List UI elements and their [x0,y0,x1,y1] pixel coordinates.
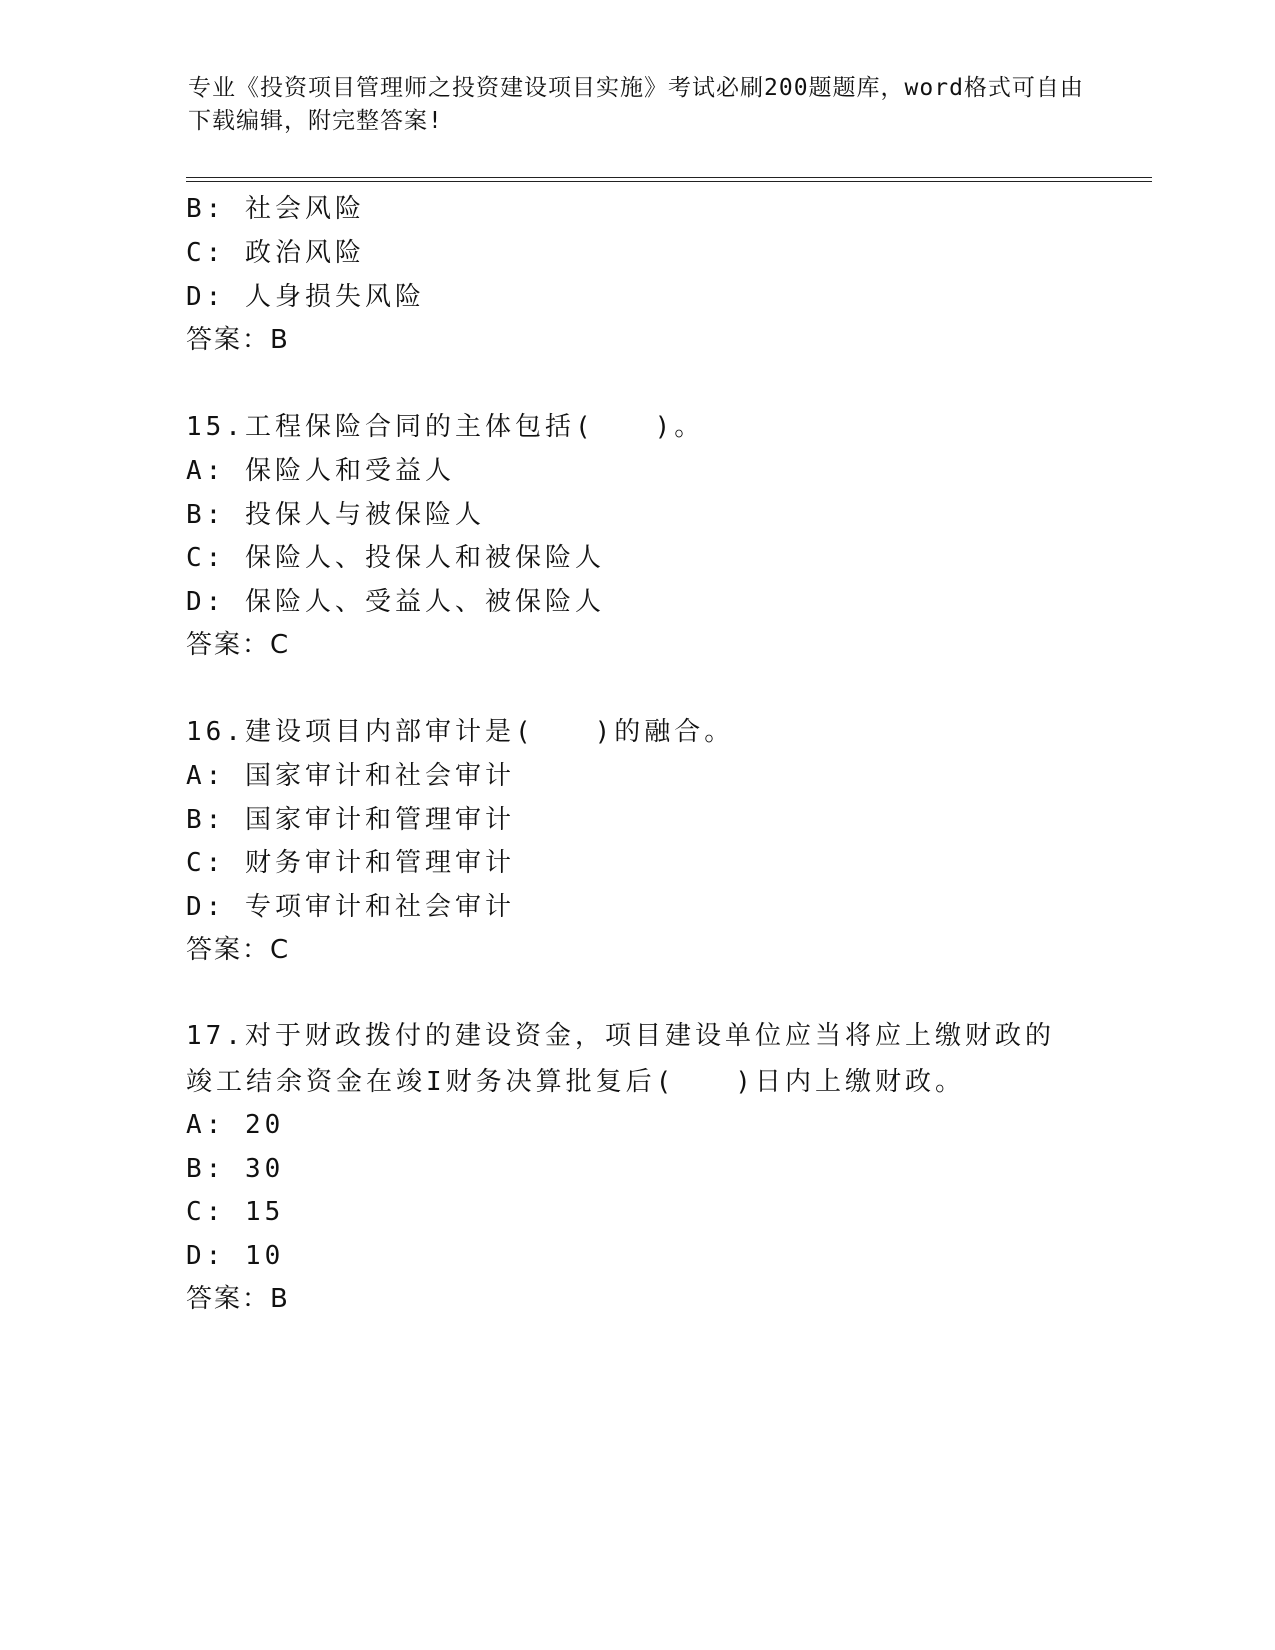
q17-option-b: B: 30 [186,1154,285,1184]
q16-option-a: A: 国家审计和社会审计 [186,761,515,791]
q14-option-c: C: 政治风险 [186,238,365,268]
q16-option-d: D: 专项审计和社会审计 [186,892,515,922]
q15-option-a: A: 保险人和受益人 [186,456,455,486]
q15-stem: 15.工程保险合同的主体包括( )。 [186,412,705,442]
q17-option-d: D: 10 [186,1241,285,1271]
q16-option-c: C: 财务审计和管理审计 [186,848,515,878]
q14-option-b: B: 社会风险 [186,194,365,224]
q15-option-d: D: 保险人、受益人、被保险人 [186,587,605,617]
header-divider [186,177,1152,182]
q15-answer: 答案：C [186,630,291,660]
q17-option-a: A: 20 [186,1110,285,1140]
q17-stem: 17.对于财政拨付的建设资金，项目建设单位应当将应上缴财政的竣工结余资金在竣I财务决算批复后( )日内上缴财政。 [186,1021,1055,1097]
document-header: 专业《投资项目管理师之投资建设项目实施》考试必刷200题题库，word格式可自由下载编辑，附完整答案! [188,75,1084,134]
q16-stem: 16.建设项目内部审计是( )的融合。 [186,717,735,747]
q15-option-b: B: 投保人与被保险人 [186,500,485,530]
q16-option-b: B: 国家审计和管理审计 [186,805,515,835]
q14-answer: 答案：B [186,325,290,355]
q17-answer: 答案：B [186,1284,290,1314]
q15-option-c: C: 保险人、投保人和被保险人 [186,543,605,573]
q14-option-d: D: 人身损失风险 [186,282,425,312]
q17-option-c: C: 15 [186,1197,285,1227]
q16-answer: 答案：C [186,935,291,965]
